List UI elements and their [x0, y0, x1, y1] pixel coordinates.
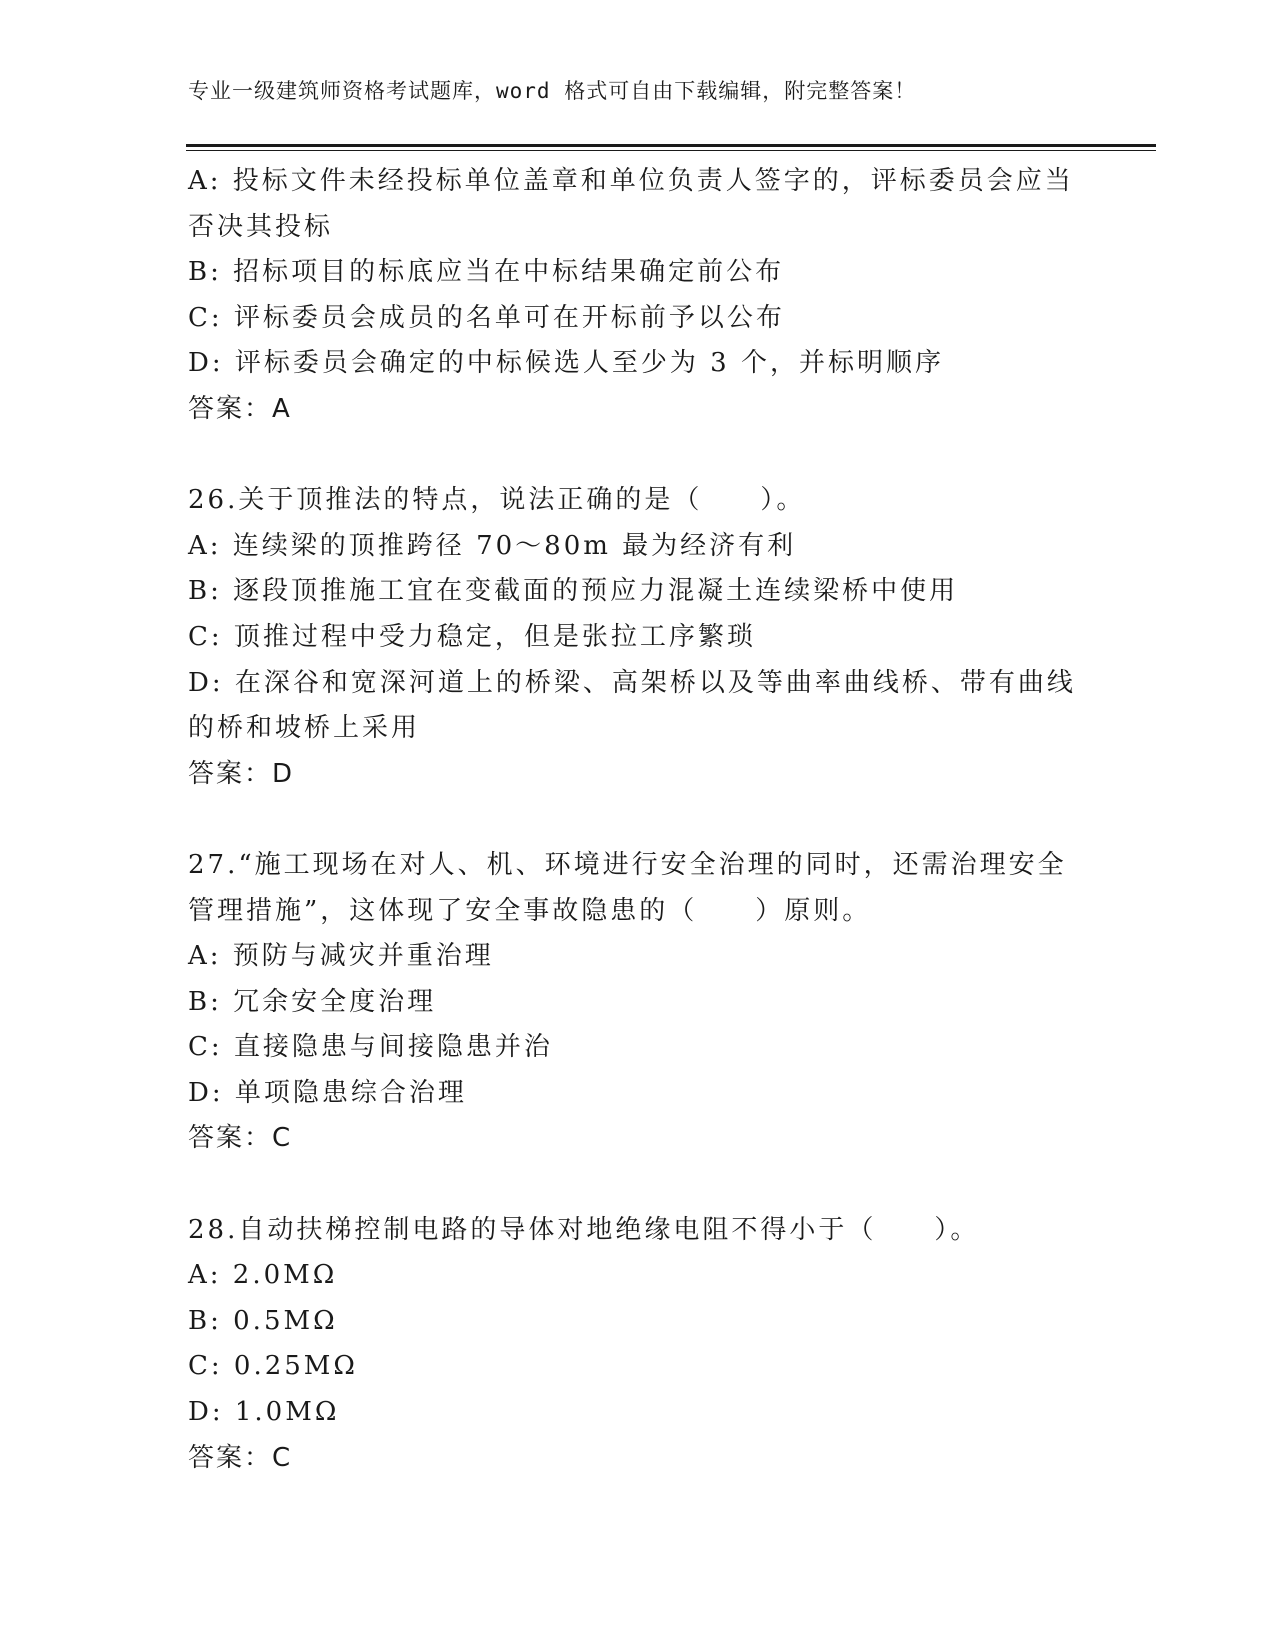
option-a: A: 预防与减灾并重治理 — [188, 941, 494, 972]
question-gap — [188, 797, 1088, 843]
option-c: C: 直接隐患与间接隐患并治 — [188, 1032, 553, 1063]
option-a: A: 2.0MΩ — [188, 1260, 338, 1291]
answer: 答案：C — [188, 1442, 293, 1473]
question-26 — [188, 478, 1088, 797]
question-25 — [188, 159, 1088, 433]
question-gap — [188, 1162, 1088, 1208]
question-stem-line-1: 27.“施工现场在对人、机、环境进行安全治理的同时，还需治理安全 — [188, 849, 1067, 880]
question-28 — [188, 1208, 1088, 1482]
option-c: C: 0.25MΩ — [188, 1351, 358, 1382]
option-b: B: 冗余安全度治理 — [188, 986, 437, 1017]
question-gap — [188, 433, 1088, 479]
option-a: A: 连续梁的顶推跨径 70～80m 最为经济有利 — [188, 530, 797, 561]
option-c: C: 顶推过程中受力稳定，但是张拉工序繁琐 — [188, 621, 756, 652]
question-list — [188, 159, 1088, 1481]
option-d-line-1: D: 在深谷和宽深河道上的桥梁、高架桥以及等曲率曲线桥、带有曲线 — [188, 667, 1076, 698]
question-27 — [188, 843, 1088, 1162]
header-rule-thick — [186, 144, 1156, 147]
option-a-line-2: 否决其投标 — [188, 211, 334, 242]
option-b: B: 0.5MΩ — [188, 1305, 338, 1336]
answer: 答案：C — [188, 1123, 293, 1154]
question-stem: 28.自动扶梯控制电路的导体对地绝缘电阻不得小于（ ）。 — [188, 1214, 980, 1245]
option-b: B: 招标项目的标底应当在中标结果确定前公布 — [188, 257, 785, 288]
option-a-line-1: A: 投标文件未经投标单位盖章和单位负责人签字的，评标委员会应当 — [188, 166, 1074, 196]
option-d-line-2: 的桥和坡桥上采用 — [188, 713, 421, 744]
option-b: B: 逐段顶推施工宜在变截面的预应力混凝土连续梁桥中使用 — [188, 576, 959, 607]
answer: 答案：D — [188, 758, 295, 789]
answer: 答案：A — [188, 393, 292, 424]
option-d: D: 1.0MΩ — [188, 1397, 340, 1428]
header-rule-thin — [186, 150, 1156, 151]
question-stem-line-2: 管理措施”，这体现了安全事故隐患的（ ）原则。 — [188, 895, 872, 926]
page-header: 专业一级建筑师资格考试题库，word 格式可自由下载编辑，附完整答案！ — [188, 79, 917, 103]
question-stem: 26.关于顶推法的特点，说法正确的是（ ）。 — [188, 485, 806, 516]
option-d: D: 评标委员会确定的中标候选人至少为 3 个，并标明顺序 — [188, 348, 944, 379]
option-c: C: 评标委员会成员的名单可在开标前予以公布 — [188, 302, 785, 333]
option-d: D: 单项隐患综合治理 — [188, 1077, 467, 1108]
